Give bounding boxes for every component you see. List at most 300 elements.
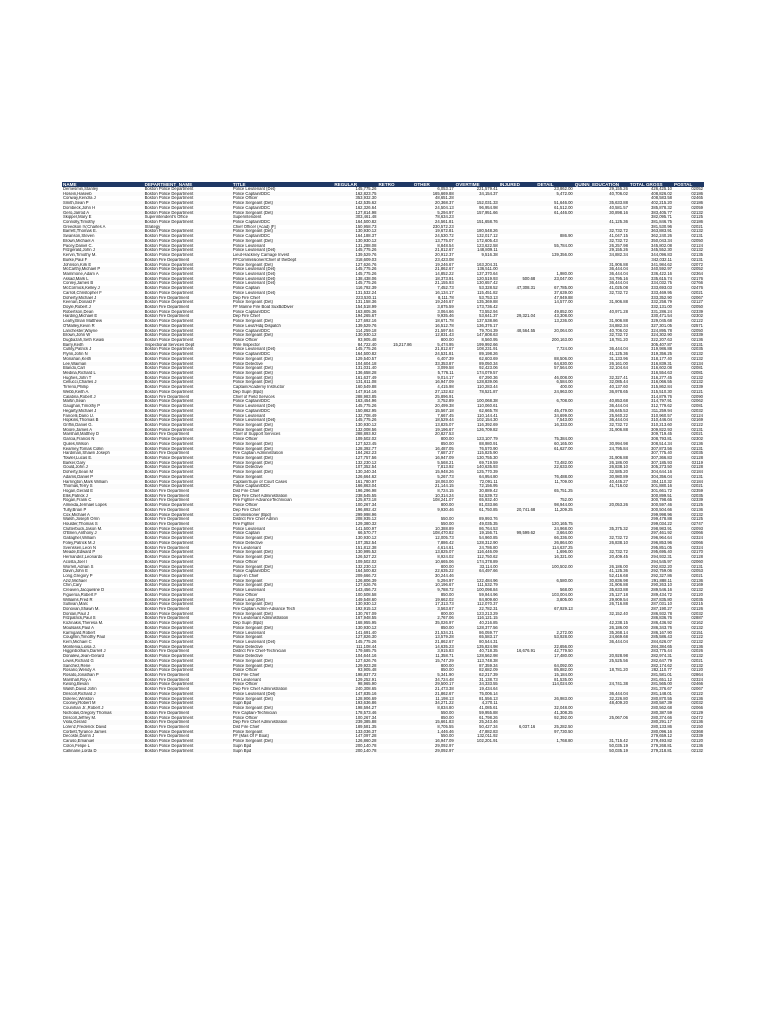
cell-department: Boston Police Department: [144, 701, 232, 706]
cell-title: District Fire Chief-Technician: [232, 649, 287, 654]
cell-injured: 16,676.91: [516, 649, 536, 654]
cell-regular: 100,508.58: [355, 592, 377, 597]
cell-overtime: [455, 749, 499, 754]
cell-postal: 02035: [673, 494, 704, 499]
cell-title: Fire Captain Admn-Advance Tech: [232, 607, 333, 612]
cell-detail: 47,949.88: [536, 296, 574, 301]
cell-regular: 192,915.12: [333, 607, 377, 612]
cell-other: 20,499.38: [435, 404, 454, 409]
cell-regular: 109,502.02: [333, 437, 377, 442]
cell-name: Barker,Gary: [63, 460, 86, 465]
cell-postal: 02186: [673, 192, 704, 197]
cell-regular: 131,288.08: [355, 243, 377, 248]
cell-overtime: 137,538.86: [476, 319, 498, 324]
cell-title: Police Captain/DDC: [232, 409, 333, 414]
cell-regular: 127,626.76: [355, 262, 377, 267]
cell-other: 13,579.28: [413, 635, 455, 640]
cell-detail: 13,236.00: [554, 319, 573, 324]
cell-department: Boston Police Department: [144, 573, 194, 578]
cell-overtime: 115,451.82: [477, 290, 498, 295]
cell-department: Boston Police Department: [144, 281, 194, 286]
cell-other: 16,947.09: [413, 456, 455, 461]
cell-total-gross: 301,880.16: [629, 484, 673, 489]
cell-total-gross: 289,434.72: [651, 592, 673, 597]
cell-injured: 20,741.68: [516, 507, 536, 512]
cell-title: Police Captain/DDC: [232, 399, 333, 404]
cell-regular: 161,637.49: [355, 375, 377, 380]
cell-postal: 02067: [673, 296, 704, 301]
cell-department: Boston Police Department: [144, 592, 194, 597]
cell-department: Boston Police Department: [144, 550, 232, 555]
cell-name: Hardiman,Shawn Joseph: [63, 451, 110, 456]
cell-detail: 16,321.00: [554, 555, 573, 560]
cell-department: Boston Police Department: [144, 262, 194, 267]
cell-title: Lieut-Hackney Carriage Invest: [232, 253, 290, 258]
cell-department: Boston Fire Department: [144, 545, 190, 550]
table-body: [62, 187, 704, 753]
cell-department: Boston Police Department: [144, 569, 232, 574]
cell-department: Boston Police Department: [144, 324, 232, 329]
cell-department: Boston Fire Department: [144, 305, 232, 310]
cell-title: Police Lieutenant (Det): [232, 418, 333, 423]
cell-postal: 02021: [691, 658, 703, 663]
cell-title: Dist Fire Chief: [232, 673, 333, 678]
cell-regular: 104,604.18: [333, 362, 377, 367]
cell-other: 8,111.78: [413, 296, 455, 301]
cell-name: Donlan,Paul J: [63, 611, 90, 616]
cell-regular: 93,905.48: [357, 668, 377, 673]
cell-regular: 179,685.75: [355, 649, 377, 654]
cell-title: Police Sergeant (Det): [232, 658, 273, 663]
cell-regular: 164,500.82: [333, 352, 377, 357]
cell-name: Harding,Michael E: [62, 314, 144, 319]
cell-other: 6,407.39: [437, 356, 454, 361]
cell-postal: 02126: [673, 607, 704, 612]
cell-postal: 02021: [691, 573, 703, 578]
cell-title: Police Sergeant (Det): [232, 456, 333, 461]
cell-overtime: 88,980.91: [479, 441, 498, 446]
cell-department: Boston Fire Department: [144, 734, 190, 739]
cell-title: Chief of Support Services: [232, 432, 281, 437]
cell-department: Boston Police Department: [144, 234, 194, 239]
cell-department: Boston Fire Department: [144, 673, 232, 678]
cell-name: Marshall,Matthey D: [63, 432, 100, 437]
cell-detail: 75,384.00: [536, 437, 574, 442]
cell-title: Chief of Field Services: [232, 394, 275, 399]
cell-postal: 02339: [691, 309, 703, 314]
cell-total-gross: 334,032.75: [651, 281, 673, 286]
cell-department: Boston Police Department: [144, 682, 232, 687]
cell-regular: 194,265.67: [333, 314, 377, 319]
cell-other: 850.00: [413, 626, 455, 631]
cell-regular: 288,893.92: [355, 432, 377, 437]
cell-postal: 02125: [691, 215, 703, 220]
cell-title: Fire Lieutenant Administration: [232, 616, 333, 621]
cell-other: 9,788.72: [413, 588, 455, 593]
cell-name: Flynn,John N: [62, 352, 144, 357]
cell-name: Quiles,Wilson: [63, 441, 89, 446]
cell-postal: 02121: [673, 390, 704, 395]
cell-regular: 127,826.30: [333, 635, 377, 640]
cell-name: Gaughan,Timothy P: [63, 404, 101, 409]
cell-total-gross: 286,436.92: [651, 621, 673, 626]
cell-detail: 114,024.00: [536, 682, 574, 687]
cell-retro: [377, 749, 412, 754]
cell-detail: 92,392.00: [554, 715, 573, 720]
cell-department: Boston Police Department: [144, 192, 232, 197]
cell-overtime: 135,824.98: [455, 645, 499, 650]
cell-name: Chin,Cary: [63, 583, 82, 588]
cell-other: 15,661.83: [413, 720, 455, 725]
cell-overtime: 152,031.33: [455, 201, 499, 206]
cell-title: Police Sergeant (Det): [232, 211, 333, 216]
cell-regular: 178,573.46: [333, 711, 377, 716]
cell-total-gross: 308,514.34: [651, 441, 673, 446]
cell-title: Police Sergeant (Det): [232, 300, 273, 305]
cell-title: Police Sergeant (Det): [232, 739, 333, 744]
cell-detail: 51,646.00: [536, 201, 574, 206]
cell-department: Boston Police Department: [144, 239, 232, 244]
cell-quinn-education: 36,444.04: [609, 271, 628, 276]
cell-total-gross: 290,263.10: [651, 583, 673, 588]
cell-department: Boston Police Department: [144, 579, 232, 584]
cell-overtime: 69,719.59: [479, 460, 498, 465]
cell-title: Police Lieutenant (Det): [232, 347, 276, 352]
cell-regular: 100,267.34: [355, 715, 377, 720]
cell-overtime: 130,657.42: [476, 281, 498, 286]
cell-title: Police Sergeant (Det): [232, 262, 273, 267]
cell-title: Police Captain/DDC: [232, 569, 333, 574]
cell-detail: 85,882.00: [554, 668, 573, 673]
cell-overtime: 111,532.79: [477, 583, 498, 588]
cell-overtime: 130,755.30: [455, 456, 499, 461]
cell-postal: 02131: [673, 475, 704, 480]
cell-total-gross: 345,802.08: [651, 243, 673, 248]
cell-overtime: 173,736.42: [455, 305, 499, 310]
cell-title: Police Lieutenant: [232, 630, 265, 635]
cell-name: Aziz,Michael: [62, 579, 144, 584]
cell-title: Police Sergeant (Det): [232, 550, 333, 555]
cell-overtime: 52,539.72: [455, 494, 499, 499]
cell-name: Hegarty,Michael J: [62, 409, 144, 414]
cell-department: Boston Police Department: [144, 475, 232, 480]
cell-regular: 164,500.82: [333, 569, 377, 574]
cell-regular: 131,611.08: [333, 380, 377, 385]
cell-department: Boston Police Department: [144, 338, 194, 342]
cell-name: Adams,Daniel P: [62, 475, 144, 480]
cell-detail: 76,488.00: [536, 475, 574, 480]
cell-department: Boston Police Department: [144, 371, 232, 376]
cell-department: Boston Police Department: [144, 456, 232, 461]
cell-other: 19,246.67: [435, 262, 454, 267]
cell-postal: 02465: [691, 196, 703, 201]
cell-postal: 02021: [691, 224, 703, 229]
cell-department: Inspectional Services Dept: [144, 343, 232, 348]
cell-department: Boston Police Department: [144, 229, 232, 234]
cell-overtime: 132,017.12: [476, 234, 498, 239]
cell-name: Kervin,Timothy M.: [63, 253, 97, 258]
cell-postal: 02052: [691, 187, 703, 191]
cell-regular: 130,930.12: [355, 602, 377, 607]
cell-name: Leahy,Brian Matthew: [63, 319, 103, 324]
cell-total-gross: 327,301.05: [629, 324, 673, 329]
cell-name: Conley,James B: [63, 281, 94, 286]
cell-postal: 02060: [673, 560, 704, 565]
cell-name: Clutterbuck,Jason M.: [63, 526, 103, 531]
cell-postal: 02125: [691, 517, 703, 522]
cell-regular: 107,352.54: [333, 465, 377, 470]
cell-postal: 02184: [691, 470, 703, 475]
cell-regular: 130,767.09: [355, 611, 377, 616]
cell-total-gross: 282,647.79: [651, 658, 673, 663]
cell-department: Boston Fire Department: [144, 451, 190, 456]
cell-title: Police Captain/DDC: [232, 205, 271, 210]
cell-postal: 02122: [673, 635, 704, 640]
cell-overtime: 89,198.26: [455, 352, 499, 357]
cell-department: Boston Police Department: [144, 664, 232, 669]
cell-total-gross: 295,851.05: [651, 545, 673, 550]
cell-name: McCormick,Kelley J: [62, 286, 144, 291]
cell-name: Cullity,Patrick J: [63, 347, 92, 352]
cell-name: Walsh,Joseph Orrin: [63, 517, 100, 522]
cell-department: Boston Police Department: [144, 362, 232, 367]
cell-name: Lorenz,Frederick David: [63, 724, 107, 729]
cell-other: 800.00: [413, 437, 455, 442]
cell-regular: 223,530.11: [333, 296, 377, 301]
cell-title: Fire Captain-Technician: [232, 711, 333, 716]
cell-total-gross: 279,493.82: [629, 739, 673, 744]
cell-department: Superintendent's Office: [144, 215, 188, 220]
cell-detail: 200,163.00: [551, 338, 573, 342]
cell-overtime: 102,154.30: [455, 418, 499, 423]
cell-total-gross: 310,213.60: [651, 422, 673, 427]
cell-department: Boston Police Department: [144, 635, 232, 640]
cell-postal: 02035: [691, 347, 703, 352]
cell-total-gross: 310,960.57: [651, 413, 673, 418]
cell-detail: 55,784.00: [554, 243, 573, 248]
cell-overtime: 65,932.40: [479, 498, 498, 503]
cell-name: Rosato,Jonathan P: [62, 673, 144, 678]
cell-title: Police Lieutenant (Det): [232, 187, 276, 191]
cell-other: 17,313.73: [435, 602, 454, 607]
column-header-retro: RETRO: [377, 182, 412, 187]
cell-detail: 114,637.25: [552, 545, 573, 550]
cell-overtime: 112,070.37: [477, 602, 498, 607]
cell-title: Police Lieutenant: [232, 526, 265, 531]
cell-total-gross: 362,240.26: [651, 234, 673, 239]
cell-detail: 61,446.00: [536, 211, 574, 216]
cell-postal: 02066: [673, 531, 704, 536]
cell-other: 29,092.97: [413, 749, 455, 754]
cell-name: Barry,Keith: [62, 343, 144, 348]
cell-other: 550.00: [413, 522, 455, 527]
cell-other: 12,005.73: [435, 536, 454, 541]
cell-name: McCarthy,Michael P: [62, 267, 144, 272]
cell-regular: 239,385.88: [333, 720, 377, 725]
cell-name: Doyle,Robert J: [62, 305, 144, 310]
cell-postal: 02066: [691, 706, 703, 711]
cell-title: Superintendent: [232, 215, 262, 220]
cell-title: Dep Fire Chief Administration: [232, 494, 333, 499]
cell-name: Nicholas,Gregory Thomas: [62, 711, 144, 716]
cell-department: Boston Police Department: [144, 588, 232, 593]
cell-quinn-education: 41,716.02: [574, 484, 629, 489]
cell-postal: 02021: [673, 484, 704, 489]
cell-other: 35,026.97: [435, 621, 454, 626]
cell-other: 19,196.67: [413, 428, 455, 433]
cell-department: Boston Police Department: [144, 300, 194, 305]
cell-overtime: 50,427.34: [479, 724, 498, 729]
cell-postal: 02122: [673, 692, 704, 697]
cell-total-gross: 280,374.66: [651, 715, 673, 720]
cell-quinn-education: 32,732.72: [609, 422, 628, 427]
cell-postal: 02131: [673, 258, 704, 263]
cell-other: 6,053.17: [437, 187, 454, 191]
cell-other: 16,512.78: [413, 324, 455, 329]
cell-quinn-education: 35,375.32: [609, 526, 628, 531]
cell-regular: 131,031.40: [355, 366, 377, 371]
cell-quinn-education: 31,906.88: [609, 583, 628, 588]
cell-detail: 60,165.00: [554, 441, 573, 446]
cell-title: Police Officer: [232, 668, 258, 673]
cell-department: Boston Police Department: [144, 375, 194, 380]
cell-regular: 164,188.37: [355, 234, 377, 239]
cell-quinn-education: 25,940.22: [609, 413, 628, 418]
cell-regular: 240,308.65: [355, 687, 377, 692]
cell-department: Boston Police Department: [144, 211, 232, 216]
cell-other: 34,271.22: [413, 701, 455, 706]
cell-quinn-education: 31,906.88: [609, 300, 628, 305]
cell-name: Carroll,Christopher F: [63, 290, 102, 295]
cell-overtime: 113,748.38: [477, 658, 498, 663]
cell-overtime: 53,328.52: [455, 286, 499, 291]
cell-detail: 23,047.00: [536, 277, 574, 282]
cell-title: Police Sergeant (Det): [232, 696, 273, 701]
cell-detail: 53,928.00: [536, 635, 574, 640]
cell-detail: 120,165.75: [536, 522, 574, 527]
cell-name: Dugbazah,Seth Kwasi: [63, 338, 105, 342]
cell-other: 230,572.23: [432, 224, 454, 229]
cell-regular: 127,757.56: [333, 456, 377, 461]
cell-regular: 150,862.95: [333, 409, 377, 414]
cell-overtime: 49,035.35: [455, 522, 499, 527]
cell-total-gross: 344,096.83: [651, 253, 673, 258]
cell-regular: 145,775.26: [355, 404, 377, 409]
cell-department: Boston Fire Department: [144, 314, 232, 319]
cell-other: 21,155.93: [435, 281, 454, 286]
cell-detail: 45,479.00: [536, 409, 574, 414]
cell-title: Police Sergeant: [232, 475, 333, 480]
cell-total-gross: 280,387.59: [629, 711, 673, 716]
cell-total-gross: 282,110.77: [651, 668, 673, 673]
cell-quinn-education: 31,133.96: [609, 356, 628, 361]
cell-detail: 103,004.00: [551, 592, 573, 597]
cell-overtime: 30,889.42: [479, 489, 498, 493]
cell-injured: 99,599.62: [499, 531, 537, 536]
cell-department: Boston Fire Department: [144, 649, 190, 654]
cell-title: Police Sergeant (Det): [232, 602, 273, 607]
cell-department: Boston Police Department: [144, 602, 194, 607]
cell-total-gross: 298,983.91: [651, 526, 673, 531]
cell-other: 13,825.07: [413, 550, 455, 555]
cell-department: Boston Police Department: [144, 356, 194, 361]
cell-detail: 66,336.00: [554, 536, 573, 541]
cell-overtime: 19,156.71: [455, 531, 499, 536]
column-header-quinn-education: QUINN_EDUCATION: [574, 182, 629, 187]
cell-detail: 23,862.00: [554, 187, 573, 191]
cell-other: 13,825.07: [435, 422, 454, 427]
cell-regular: 132,230.12: [355, 460, 377, 465]
cell-regular: 139,529.76: [333, 324, 377, 329]
cell-other: 3,875.59: [413, 305, 455, 310]
cell-postal: 02072: [691, 262, 703, 267]
cell-total-gross: 312,779.62: [651, 404, 673, 409]
cell-title: Police Lieutenant (Det): [232, 277, 333, 282]
cell-title: Captain/Academy Instructor: [232, 385, 285, 390]
cell-postal: 02339: [673, 333, 704, 338]
cell-other: 800.00: [440, 338, 454, 342]
cell-regular: 198,594.27: [355, 706, 377, 711]
cell-department: Strategy: [144, 224, 161, 229]
cell-regular: 162,326.64: [355, 205, 377, 210]
cell-name: Tully,Brian P: [63, 507, 87, 512]
cell-other: 18,063.00: [435, 479, 454, 484]
cell-total-gross: 350,043.34: [629, 239, 673, 244]
cell-title: FF Marine Fire Boat SuxBdDiver: [232, 305, 333, 310]
cell-quinn-education: 31,715.42: [574, 739, 629, 744]
cell-overtime: 122,484.96: [455, 579, 499, 584]
cell-postal: 02466: [673, 682, 704, 687]
cell-other: 19,246.67: [435, 300, 454, 305]
cell-quinn-education: 35,633.88: [574, 588, 629, 593]
cell-other: 108,241.07: [432, 498, 454, 503]
cell-detail: 61,512.00: [554, 205, 573, 210]
cell-other: 8,705.55: [437, 724, 454, 729]
cell-name: O'Brien,Anthony J: [62, 531, 144, 536]
cell-other: 5,776.11: [413, 371, 455, 376]
cell-other: 8,924.02: [437, 555, 454, 560]
cell-quinn-education: 36,645.53: [574, 409, 629, 414]
cell-quinn-education: 29,155.26: [609, 187, 628, 191]
cell-overtime: 61,798.26: [479, 715, 498, 720]
cell-overtime: 136,376.17: [455, 324, 499, 329]
cell-name: Sanchez,Rene: [62, 664, 144, 669]
cell-name: Driscoll,Jeffrey M.: [63, 715, 97, 720]
cell-department: Boston Police Department: [144, 309, 194, 314]
cell-total-gross: 310,446.04: [629, 418, 673, 423]
cell-postal: 02136: [673, 645, 704, 650]
cell-other: 24,561.81: [413, 220, 455, 225]
cell-department: Boston Police Department: [144, 248, 232, 253]
cell-department: Boston Fire Department: [144, 711, 232, 716]
cell-other: 24,530.72: [435, 234, 454, 239]
cell-regular: 116,792.39: [333, 286, 377, 291]
cell-overtime: 64,497.66: [455, 569, 499, 574]
cell-postal: 02135: [691, 253, 703, 258]
cell-name: Demesmin,Stanley: [63, 187, 99, 191]
cell-regular: 141,500.97: [355, 526, 377, 531]
cell-total-gross: 333,469.95: [651, 290, 673, 295]
cell-title: Police Sergeant (Det): [232, 470, 273, 475]
cell-department: Boston Police Department: [144, 366, 194, 371]
cell-name: Davin,John E: [62, 569, 144, 574]
cell-postal: 02093: [691, 526, 703, 531]
cell-other: 2,767.06: [413, 616, 455, 621]
cell-other: 16,947.09: [413, 739, 455, 744]
cell-total-gross: 316,602.08: [651, 366, 673, 371]
column-header-name: NAME: [62, 182, 144, 187]
cell-name: Marshall,Roy A: [63, 677, 92, 682]
